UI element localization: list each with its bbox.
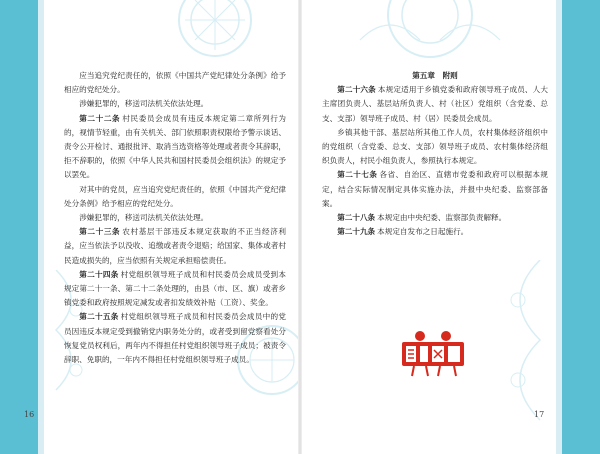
paragraph: 涉嫌犯罪的，移送司法机关依法处理。 bbox=[79, 213, 209, 223]
right-decorative-edge bbox=[562, 0, 600, 454]
article-paragraph: 第二十四条 村党组织领导班子成员和村民委员会成员受到本规定第二十一条、第二十二条处理的，由县（市、区、旗）或者乡镇党委和政府按照规定减发或者扣发绩效补贴（工资）、奖金。 bbox=[64, 269, 287, 308]
paper-cut-seal-icon bbox=[400, 328, 466, 380]
article-paragraph: 第二十五条 村党组织领导班子成员和村民委员会成员中的党员因违反本规定受到撤销党内职务处分的，或者受到留党察看处分恢复党员权利后，两年内不得担任村党组织领导班子成员；被责令辞职、免职的，一年内不得担任村党组织领导班子成员。 bbox=[64, 312, 287, 365]
page-number: 16 bbox=[24, 410, 35, 419]
paragraph: 应当追究党纪责任的，依照《中国共产党纪律处分条例》给予相应的党纪处分。 bbox=[64, 71, 286, 95]
article-paragraph: 第二十八条 本规定由中央纪委、监察部负责解释。 bbox=[337, 213, 507, 223]
paragraph: 对其中的党员，应当追究党纪责任的，依照《中国共产党纪律处分条例》给予相应的党纪处分。 bbox=[64, 184, 286, 208]
article-number: 第二十五条 bbox=[79, 312, 119, 322]
article-paragraph: 第二十九条 本规定自发布之日起施行。 bbox=[337, 227, 469, 237]
article-number: 第二十八条 bbox=[337, 213, 376, 223]
paragraph: 乡镇其他干部、基层站所其他工作人员，农村集体经济组织中的党组织（含党委、总支、支部）领导班子成员、农村集体经济组织负责人，村民小组负责人，参照执行本规定。 bbox=[322, 127, 548, 166]
article-paragraph: 第二十六条 本规定适用于乡镇党委和政府领导班子成员、人大主席团负责人、基层站所负责人、村（社区）党组织（含党委、总支、支部）领导班子成员、村（居）民委员会成员。 bbox=[322, 85, 549, 123]
paragraph: 涉嫌犯罪的，移送司法机关依法处理。 bbox=[79, 99, 209, 109]
article-number: 第二十三条 bbox=[79, 227, 121, 237]
article-number: 第二十六条 bbox=[337, 85, 376, 95]
article-paragraph: 第二十二条 村民委员会成员有违反本规定第二章所列行为的，视情节轻重，由有关机关、部门依照职责权限给予警示谈话、责令公开检讨、通报批评、取消当选资格等处理或者责令其辞职，拒不辞职的，依照《中华人民共和国村民委员会组织法》的规定予以罢免。 bbox=[64, 113, 287, 180]
page-number: 17 bbox=[534, 410, 545, 419]
article-paragraph: 第二十三条 农村基层干部违反本规定获取的不正当经济利益，应当依法予以没收、追缴或者责令退赔；给国家、集体或者村民造成损失的，应当依照有关规定承担赔偿责任。 bbox=[64, 227, 287, 265]
article-number: 第二十九条 bbox=[337, 227, 376, 237]
article-number: 第二十七条 bbox=[337, 170, 378, 180]
article-paragraph: 第二十七条 各省、自治区、直辖市党委和政府可以根据本规定，结合实际情况制定具体实施办法，并报中央纪委、监察部备案。 bbox=[322, 170, 549, 208]
left-decorative-edge bbox=[0, 0, 38, 454]
chapter-title: 第五章 附则 bbox=[412, 71, 458, 80]
right-page-body bbox=[322, 69, 548, 239]
article-number: 第二十四条 bbox=[79, 269, 119, 279]
article-number: 第二十二条 bbox=[79, 113, 121, 123]
left-page-body bbox=[64, 69, 286, 367]
right-page bbox=[302, 0, 558, 454]
left-page bbox=[24, 0, 298, 454]
